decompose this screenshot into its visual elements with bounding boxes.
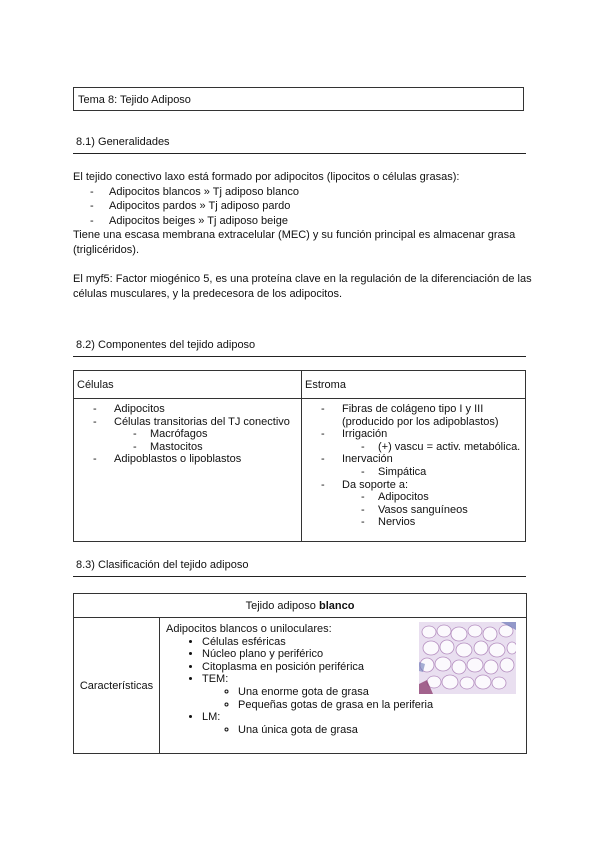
classification-table: [73, 593, 527, 754]
list-item: - Adipocitos blancos » Tj adiposo blanco: [73, 185, 533, 200]
list-item: - Fibras de colágeno tipo I y III (producido por los adipoblastos): [302, 403, 525, 428]
list-item: • Citoplasma en posición periférica: [202, 661, 526, 674]
myf5-note: [73, 272, 533, 301]
list-item: • LM: ◦ Una única gota de grasa: [202, 711, 526, 736]
section-heading-text: 8.2) Componentes del tejido adiposo: [76, 339, 256, 351]
list-subitem: - Vasos sanguíneos: [342, 504, 525, 517]
section-heading-clasificacion: [73, 551, 526, 577]
caracteristicas-cell: [160, 618, 527, 754]
section-heading-text: 8.1) Generalidades: [76, 136, 170, 148]
section-heading-componentes: [73, 331, 526, 357]
list-subitem: - Simpática: [342, 466, 525, 479]
characteristics-lead: Adipocitos blancos o uniloculares:: [166, 623, 332, 635]
list-item: - Células transitorias del TJ conectivo - Macrófagos - Mastocitos: [74, 416, 301, 454]
list-subitem: - Nervios: [342, 516, 525, 529]
generalidades-intro: El tejido conectivo laxo está formado por adipocitos (lipocitos o células grasas):: [73, 171, 460, 183]
list-item: - Adipoblastos o lipoblastos: [74, 453, 301, 466]
row-label-caracteristicas: Características: [74, 618, 160, 754]
histology-image: [419, 622, 516, 694]
myf5-note-text: El myf5: Factor miogénico 5, es una proteína clave en la regulación de la diferenciación de las células musculares, y la predecesora de los adipocitos.: [73, 273, 532, 300]
generalidades-body: [73, 170, 533, 257]
document-title-text: Tema 8: Tejido Adiposo: [78, 94, 191, 106]
list-item: - Adipocitos beiges » Tj adiposo beige: [73, 214, 533, 229]
section-heading-generalidades: [73, 128, 526, 154]
list-subitem: - (+) vascu = activ. metabólica.: [342, 441, 525, 454]
list-subitem: - Macrófagos: [114, 428, 301, 441]
list-item: - Inervación - Simpática: [302, 453, 525, 478]
celulas-cell: [74, 399, 302, 542]
list-item: • Núcleo plano y periférico: [202, 648, 526, 661]
list-item: - Irrigación - (+) vascu = activ. metabólica.: [302, 428, 525, 453]
document-title: [73, 87, 524, 111]
estroma-cell: [302, 399, 526, 542]
list-item: - Adipocitos pardos » Tj adiposo pardo: [73, 199, 533, 214]
list-item: - Adipocitos: [74, 403, 301, 416]
generalidades-function: Tiene una escasa membrana extracelular (MEC) y su función principal es almacenar grasa (triglicéridos).: [73, 229, 516, 256]
list-item: - Da soporte a: - Adipocitos - Vasos sanguíneos - Nervios: [302, 479, 525, 529]
list-subitem: - Adipocitos: [342, 491, 525, 504]
list-subitem: ◦ Una única gota de grasa: [238, 724, 526, 737]
list-item: • Células esféricas: [202, 636, 526, 649]
column-header-estroma: Estroma: [302, 371, 526, 399]
list-item: • TEM: ◦ Una enorme gota de grasa ◦ Pequeñas gotas de grasa en la periferia: [202, 673, 526, 711]
classification-table-title: Tejido adiposo blanco: [74, 594, 527, 618]
section-heading-text: 8.3) Clasificación del tejido adiposo: [76, 559, 249, 571]
adipocyte-types-list: [73, 185, 533, 229]
list-subitem: ◦ Pequeñas gotas de grasa en la periferia: [238, 699, 526, 712]
list-subitem: ◦ Una enorme gota de grasa: [238, 686, 526, 699]
components-table: [73, 370, 526, 542]
list-subitem: - Mastocitos: [114, 441, 301, 454]
column-header-celulas: Células: [74, 371, 302, 399]
